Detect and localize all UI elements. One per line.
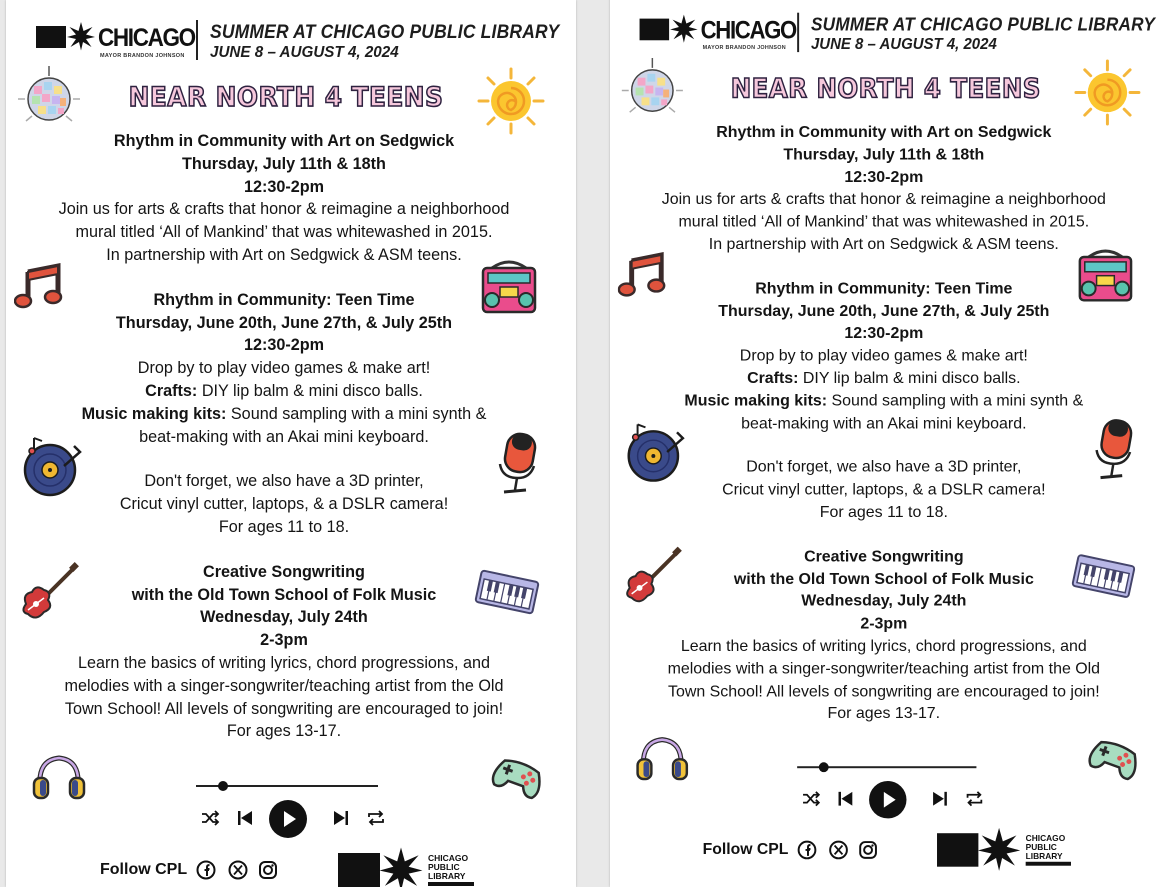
- flyer-content: [610, 0, 1162, 867]
- crafts-label: Crafts:: [145, 381, 198, 400]
- event-3-desc: melodies with a singer-songwriter/teaching artist from the Old: [667, 659, 1101, 678]
- follow-label: Follow CPL: [100, 861, 188, 878]
- event-1-name: Rhythm in Community with Art on Sedgwick: [716, 123, 1052, 141]
- event-2-name: Rhythm in Community: Teen Time: [755, 279, 1013, 298]
- event-2-name: Rhythm in Community: Teen Time: [153, 290, 415, 309]
- event-3-desc: Learn the basics of writing lyrics, chord progressions, and: [680, 637, 1087, 655]
- event-3-name-cont: with the Old Town School of Folk Music: [131, 585, 437, 604]
- event-3-desc: melodies with a singer-songwriter/teaching artist from the Old: [64, 676, 504, 695]
- music-note-icon: [14, 262, 66, 310]
- music-player: [194, 784, 384, 844]
- header-divider: [797, 13, 799, 52]
- next-icon[interactable]: [332, 809, 350, 827]
- event-1-desc: Join us for arts & crafts that honor & reimagine a neighborhood: [58, 200, 510, 219]
- follow-label: Follow CPL: [702, 841, 789, 858]
- cpl-logo-bar: [937, 833, 978, 866]
- event-2-music: [610, 390, 1158, 412]
- event-3-ages: For ages 13-17.: [827, 704, 941, 723]
- event-2-date: Thursday, June 20th, June 27th, & July 25th: [718, 301, 1050, 320]
- event-2-ages: For ages 11 to 18.: [819, 503, 948, 521]
- page-header: [36, 18, 560, 64]
- crafts-label: Crafts:: [747, 369, 799, 387]
- event-1-desc: mural titled ‘All of Mankind’ that was whitewashed in 2015.: [678, 212, 1090, 231]
- program-dates: JUNE 8 – AUGUST 4, 2024: [810, 36, 997, 54]
- event-1-date: Thursday, July 11th & 18th: [783, 145, 985, 164]
- instagram-icon[interactable]: [258, 860, 278, 880]
- keyboard-icon: [474, 566, 540, 618]
- event-1-desc: In partnership with Art on Sedgwick & ASM teens.: [106, 245, 462, 264]
- event-2-desc: Drop by to play video games & make art!: [739, 346, 1028, 365]
- event-1-name: Rhythm in Community with Art on Sedgwick: [113, 132, 455, 150]
- program-title: SUMMER AT CHICAGO PUBLIC LIBRARY: [210, 22, 560, 43]
- progress-knob[interactable]: [819, 762, 829, 772]
- program-title: SUMMER AT CHICAGO PUBLIC LIBRARY: [810, 14, 1156, 36]
- cpl-logo-underline: [428, 882, 474, 886]
- shuffle-icon[interactable]: [801, 789, 821, 809]
- event-2-extra: Don't forget, we also have a 3D printer,: [144, 472, 424, 491]
- electric-guitar-icon: [18, 562, 80, 624]
- repeat-icon[interactable]: [965, 789, 985, 809]
- boombox-icon: [1077, 245, 1134, 304]
- cpl-logo-underline: [1026, 862, 1071, 866]
- event-1-desc: In partnership with Art on Sedgwick & ASM teens.: [708, 235, 1059, 254]
- instagram-icon[interactable]: [858, 840, 878, 860]
- repeat-icon[interactable]: [366, 808, 386, 828]
- event-2-extra: Don't forget, we also have a 3D printer,: [746, 458, 1022, 477]
- vinyl-record-icon: [624, 419, 689, 484]
- branch-title: NEAR NORTH 4 TEENS: [128, 82, 444, 113]
- header-divider: [196, 20, 198, 60]
- play-button[interactable]: [869, 781, 906, 818]
- play-button[interactable]: [269, 800, 307, 838]
- x-icon[interactable]: [228, 860, 248, 880]
- music-kits-label: Music making kits:: [684, 391, 828, 410]
- branch-title: NEAR NORTH 4 TEENS: [730, 73, 1041, 105]
- previous-icon[interactable]: [236, 809, 254, 827]
- vinyl-record-icon: [20, 432, 86, 498]
- event-3-desc: Town School! All levels of songwriting are encouraged to join!: [668, 682, 1100, 700]
- event-1-time: 12:30-2pm: [844, 167, 924, 186]
- music-note-icon: [618, 251, 669, 298]
- events-block: [610, 121, 1158, 725]
- flyer-right: [610, 0, 1170, 887]
- progress-track[interactable]: [196, 785, 378, 787]
- event-3-date: Wednesday, July 24th: [801, 592, 967, 610]
- music-kits-text: Sound sampling with a mini synth &: [226, 404, 487, 423]
- mayor-line: MAYOR BRANDON JOHNSON: [100, 53, 185, 59]
- events-block: [6, 130, 562, 743]
- boombox-icon: [480, 256, 538, 316]
- cpl-logo-text: CHICAGO PUBLIC LIBRARY: [428, 853, 469, 881]
- event-2-music: [6, 403, 562, 426]
- event-2-music-cont: beat-making with an Akai mini keyboard.: [139, 427, 429, 446]
- cpl-logo-text: CHICAGO PUBLIC LIBRARY: [1025, 833, 1066, 861]
- next-icon[interactable]: [931, 790, 949, 808]
- microphone-icon: [490, 430, 542, 500]
- cpl-star-icon: [378, 846, 424, 887]
- chicago-star-icon: [669, 14, 699, 44]
- event-3-time: 2-3pm: [260, 631, 308, 650]
- game-controller-icon: [490, 754, 546, 800]
- chicago-logo-bar: [36, 26, 66, 48]
- event-2-extra: Cricut vinyl cutter, laptops, & a DSLR camera!: [119, 495, 449, 514]
- chicago-logo-bar: [640, 19, 670, 41]
- event-1-date: Thursday, July 11th & 18th: [182, 154, 386, 173]
- event-1-desc: Join us for arts & crafts that honor & reimagine a neighborhood: [661, 190, 1106, 209]
- event-3-desc: Learn the basics of writing lyrics, chord progressions, and: [77, 653, 491, 672]
- chicago-star-icon: [66, 21, 96, 51]
- x-icon[interactable]: [829, 840, 849, 860]
- event-1-time: 12:30-2pm: [243, 177, 325, 196]
- event-2-crafts: [610, 367, 1158, 389]
- progress-track[interactable]: [797, 766, 976, 768]
- crafts-text: DIY lip balm & mini disco balls.: [798, 369, 1021, 387]
- event-3-ages: For ages 13-17.: [226, 722, 342, 741]
- game-controller-icon: [1087, 736, 1142, 781]
- event-2-time: 12:30-2pm: [844, 324, 924, 343]
- music-kits-label: Music making kits:: [81, 404, 227, 423]
- shuffle-icon[interactable]: [200, 808, 220, 828]
- music-player: [795, 765, 982, 824]
- program-dates: JUNE 8 – AUGUST 4, 2024: [210, 44, 399, 61]
- headphones-icon: [32, 752, 86, 802]
- chicago-logo-word: CHICAGO: [700, 16, 796, 45]
- event-2-crafts: [6, 380, 562, 403]
- previous-icon[interactable]: [837, 790, 855, 808]
- event-2-music-cont: beat-making with an Akai mini keyboard.: [741, 414, 1027, 432]
- event-2-extra: Cricut vinyl cutter, laptops, & a DSLR camera!: [722, 480, 1046, 499]
- event-3-name: Creative Songwriting: [804, 547, 964, 566]
- event-3-name-cont: with the Old Town School of Folk Music: [733, 569, 1034, 588]
- event-3-name: Creative Songwriting: [203, 562, 365, 581]
- flyer-content: [6, 0, 566, 887]
- event-2-date: Thursday, June 20th, June 27th, & July 25th: [115, 313, 453, 332]
- facebook-icon[interactable]: [196, 860, 216, 880]
- headphones-icon: [636, 734, 689, 783]
- event-3-date: Wednesday, July 24th: [200, 608, 368, 627]
- mayor-line: MAYOR BRANDON JOHNSON: [702, 45, 786, 52]
- event-3-time: 2-3pm: [860, 614, 908, 633]
- event-2-ages: For ages 11 to 18.: [218, 517, 350, 536]
- cpl-logo-bar: [338, 853, 380, 887]
- electric-guitar-icon: [622, 547, 683, 608]
- chicago-logo-word: CHICAGO: [98, 24, 195, 52]
- facebook-icon[interactable]: [797, 840, 817, 860]
- crafts-text: DIY lip balm & mini disco balls.: [197, 381, 423, 400]
- page-header: [640, 11, 1156, 56]
- event-3-desc: Town School! All levels of songwriting are encouraged to join!: [64, 699, 504, 718]
- event-1-desc: mural titled ‘All of Mankind’ that was whitewashed in 2015.: [75, 223, 493, 242]
- keyboard-icon: [1071, 551, 1136, 602]
- cpl-star-icon: [976, 826, 1021, 871]
- microphone-icon: [1087, 417, 1138, 486]
- music-kits-text: Sound sampling with a mini synth &: [827, 391, 1084, 410]
- flyer-left: [6, 0, 576, 887]
- progress-knob[interactable]: [218, 781, 228, 791]
- event-2-desc: Drop by to play video games & make art!: [137, 359, 431, 378]
- event-2-time: 12:30-2pm: [243, 336, 325, 355]
